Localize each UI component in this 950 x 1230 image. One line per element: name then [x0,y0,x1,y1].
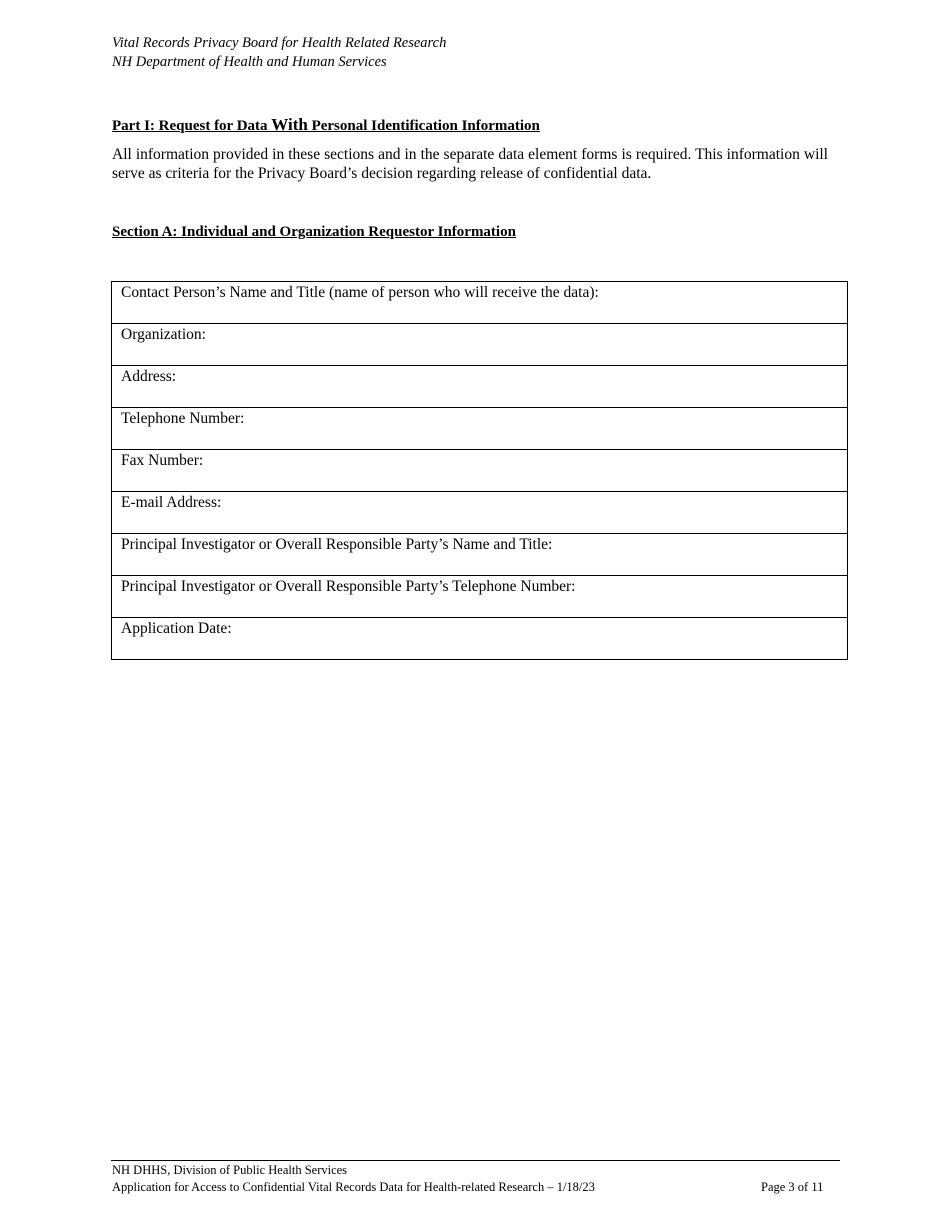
form-field-cell[interactable] [112,324,848,366]
form-row [112,282,848,324]
form-field-label: Application Date: [121,620,232,637]
form-row [112,534,848,576]
form-field-cell[interactable] [112,408,848,450]
form-row [112,576,848,618]
form-field-label: Principal Investigator or Overall Responsible Party’s Name and Title: [121,536,553,553]
section-a-title: Section A: Individual and Organization Requestor Information [112,224,516,240]
form-field-label: E-mail Address: [121,494,222,511]
form-field-label: Fax Number: [121,452,204,469]
header-line-1: Vital Records Privacy Board for Health Related Research [112,35,447,51]
form-row [112,618,848,660]
form-field-cell[interactable] [112,282,848,324]
form-row [112,366,848,408]
form-row [112,492,848,534]
footer-line-1: NH DHHS, Division of Public Health Services [112,1163,348,1177]
part-title-pre: Part I: Request for Data [112,118,272,134]
form-row [112,450,848,492]
form-row [112,324,848,366]
form-field-cell[interactable] [112,492,848,534]
form-field-label: Organization: [121,326,206,343]
form-row [112,408,848,450]
header-line-2: NH Department of Health and Human Services [112,54,387,70]
part-title-with: With [271,115,308,134]
form-field-label: Telephone Number: [121,410,245,427]
form-field-cell[interactable] [112,366,848,408]
form-field-label: Contact Person’s Name and Title (name of person who will receive the data): [121,284,599,301]
part-title [112,115,540,135]
form-field-label: Principal Investigator or Overall Responsible Party’s Telephone Number: [121,578,576,595]
form-field-cell[interactable] [112,534,848,576]
form-field-cell[interactable] [112,576,848,618]
form-field-cell[interactable] [112,618,848,660]
page-number: Page 3 of 11 [761,1180,824,1194]
document-header [112,34,446,72]
form-field-label: Address: [121,368,177,385]
part-title-post: Personal Identification Information [307,118,540,134]
form-field-cell[interactable] [112,450,848,492]
footer-line-2: Application for Access to Confidential Vital Records Data for Health-related Research – 1/18/23 [112,1180,595,1194]
footer-divider [111,1160,840,1161]
intro-paragraph: All information provided in these sections and in the separate data element forms is required. This information will serve as criteria for the Privacy Board’s decision regarding release of confidential data. [112,146,828,182]
requestor-info-table [111,281,848,660]
